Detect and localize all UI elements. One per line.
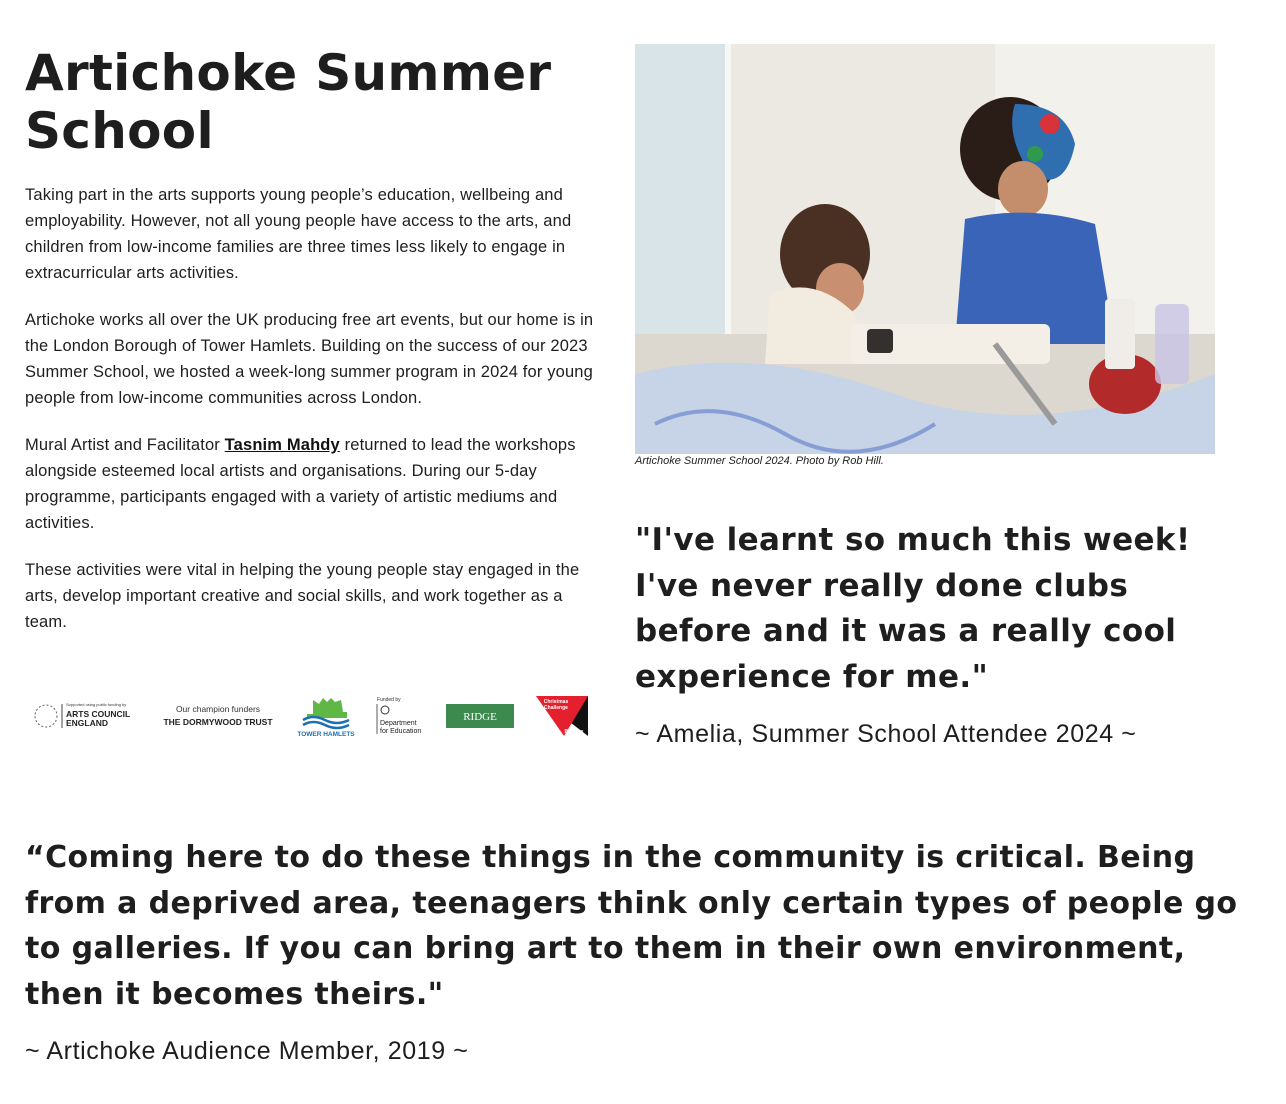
intro-column xyxy=(25,44,607,656)
funder-logos xyxy=(30,690,590,742)
christmas-text: Christmas xyxy=(543,699,569,705)
paragraph-4: These activities were vital in helping the young people stay engaged in the arts, develop important creative and social skills, and work together as a team. xyxy=(25,561,580,631)
attendee-quote-attribution: ~ Amelia, Summer School Attendee 2024 ~ xyxy=(635,720,1137,748)
dormywood-trust-name: THE DORMYWOOD TRUST xyxy=(163,717,273,727)
photo-column xyxy=(635,44,1215,467)
summer-school-photo xyxy=(635,44,1215,454)
paragraph-3-lead: Mural Artist and Facilitator xyxy=(25,436,225,454)
photo-caption: Artichoke Summer School 2024. Photo by Rob Hill. xyxy=(635,455,884,467)
page-title: Artichoke Summer School xyxy=(25,44,552,160)
arts-council-small-text: Supported using public funding by xyxy=(66,702,127,707)
tasnim-mahdy-link[interactable]: Tasnim Mahdy xyxy=(224,436,340,454)
arts-council-name-line1: ARTS COUNCIL xyxy=(66,709,131,719)
christmas-challenge-biggive-logo xyxy=(534,694,590,738)
arts-council-name-line2: ENGLAND xyxy=(66,718,109,728)
intro-text xyxy=(25,182,607,635)
paragraph-1: Taking part in the arts supports young people’s education, wellbeing and employability. However, not all young people have access to the arts, and children from low-income families are three times less likely to engage in extracurricular arts activities. xyxy=(25,186,572,282)
dormywood-funders-label: Our champion funders xyxy=(176,704,261,714)
biggive-text: BigGive xyxy=(564,729,584,735)
audience-quote: “Coming here to do these things in the community is critical. Being from a deprived area, teenagers think only certain types of people go to galleries. If you can bring art to them in their own environment, then it becomes theirs." xyxy=(25,840,1238,1012)
department-for-education-logo xyxy=(373,694,427,738)
challenge-text: Challenge xyxy=(544,705,568,711)
dormywood-trust-logo xyxy=(158,701,278,731)
audience-quote-attribution: ~ Artichoke Audience Member, 2019 ~ xyxy=(25,1037,469,1065)
tower-hamlets-logo xyxy=(297,694,355,738)
paragraph-2: Artichoke works all over the UK producing free art events, but our home is in the London Borough of Tower Hamlets. Building on the success of our 2023 Summer School, we hosted a week-long summer program in 2024 for young people from low-income communities across London. xyxy=(25,311,594,407)
ridge-logo xyxy=(446,702,516,730)
ridge-text: RIDGE xyxy=(462,711,497,723)
arts-council-england-logo xyxy=(30,694,140,738)
tower-hamlets-text: TOWER HAMLETS xyxy=(297,731,355,738)
paragraph-3 xyxy=(25,432,607,536)
dfe-name-line1: Department xyxy=(380,720,417,727)
dfe-name-line2: for Education xyxy=(380,728,422,735)
paragraph-3-rest: returned to lead the workshops alongside esteemed local artists and organisations. During our 5-day programme, participants engaged with a variety of artistic mediums and activities. xyxy=(25,436,576,532)
dfe-funded-by-label: Funded by xyxy=(377,697,401,703)
attendee-quote: "I've learnt so much this week! I've never really done clubs before and it was a really cool experience for me." xyxy=(635,522,1191,695)
